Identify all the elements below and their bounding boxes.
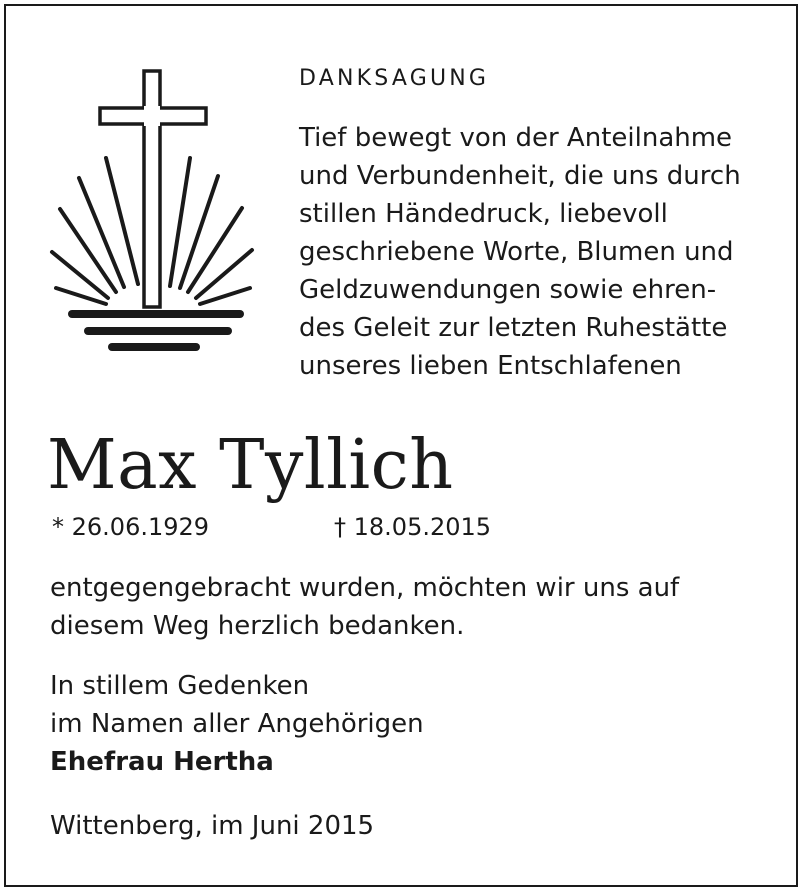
place-date-line: Wittenberg, im Juni 2015 bbox=[50, 811, 375, 841]
thanks-line: entgegengebracht wurden, möchten wir uns auf bbox=[50, 573, 680, 603]
signoff-line: im Namen aller Angehörigen bbox=[50, 709, 424, 739]
cross-with-rising-sun-icon bbox=[46, 66, 266, 356]
intro-line: Tief bewegt von der Anteilnahme bbox=[299, 123, 733, 153]
birth-date: * 26.06.1929 bbox=[52, 513, 210, 541]
place-date bbox=[50, 807, 374, 845]
intro-line: unseres lieben Entschlafenen bbox=[299, 351, 682, 381]
deceased-name: Max Tyllich bbox=[47, 426, 454, 505]
death-date: † 18.05.2015 bbox=[334, 513, 492, 541]
thanks-text bbox=[50, 569, 679, 645]
intro-text bbox=[299, 119, 789, 385]
intro-line: Geldzuwendungen sowie ehren- bbox=[299, 275, 717, 305]
intro-line: des Geleit zur letzten Ruhestätte bbox=[299, 313, 728, 343]
intro-line: stillen Händedruck, liebevoll bbox=[299, 199, 668, 229]
thanks-line: diesem Weg herzlich bedanken. bbox=[50, 611, 465, 641]
heading-danksagung: DANKSAGUNG bbox=[299, 66, 490, 91]
signoff-block bbox=[50, 667, 424, 781]
signoff-line: In stillem Gedenken bbox=[50, 671, 310, 701]
signer-name: Ehefrau Hertha bbox=[50, 747, 274, 777]
intro-line: geschriebene Worte, Blumen und bbox=[299, 237, 734, 267]
obituary-frame bbox=[4, 4, 798, 887]
intro-line: und Verbundenheit, die uns durch bbox=[299, 161, 741, 191]
